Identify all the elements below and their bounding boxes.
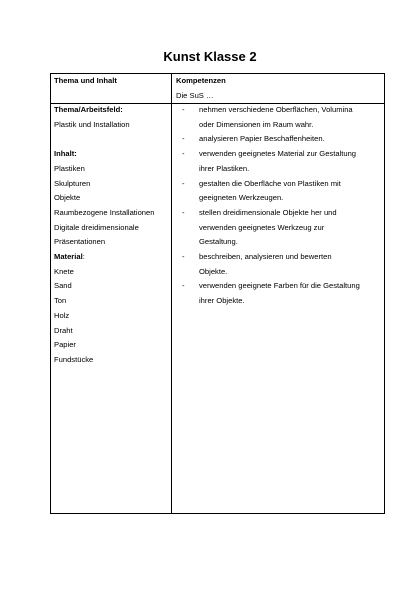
dash-bullet: -: [182, 178, 185, 188]
field-label: Thema/Arbeitsfeld:: [54, 105, 123, 114]
competence-line: stellen dreidimensionale Objekte her und: [199, 207, 337, 217]
competence-line: Objekte.: [199, 266, 228, 276]
material-item: Draht: [54, 325, 73, 335]
competence-item: [179, 250, 384, 279]
material-item: Sand: [54, 281, 72, 291]
page-title: Kunst Klasse 2: [163, 49, 257, 64]
competence-line: verwenden geeignete Farben für die Gestaltung: [199, 281, 360, 291]
material-item: Knete: [54, 266, 74, 276]
competence-item: [179, 279, 384, 308]
competence-item: [179, 147, 384, 176]
dash-bullet: -: [182, 207, 185, 217]
material-item: Holz: [54, 310, 70, 320]
competence-item: [179, 206, 384, 250]
competence-line: nehmen verschiedene Oberflächen, Volumina: [199, 105, 353, 114]
content-item: Plastiken: [54, 163, 85, 173]
competence-line: oder Dimensionen im Raum wahr.: [199, 119, 314, 129]
competence-line: Gestaltung.: [199, 237, 238, 247]
competence-item: [179, 177, 384, 206]
material-colon: :: [82, 252, 85, 262]
material-item: Papier: [54, 340, 76, 350]
competence-item: [179, 132, 384, 147]
header-kompetenzen-title: Kompetenzen: [176, 76, 226, 85]
material-heading: [54, 250, 169, 265]
content-item: Digitale dreidimensionale: [54, 222, 139, 232]
dash-bullet: -: [182, 281, 185, 291]
competence-line: analysieren Papier Beschaffenheiten.: [199, 134, 325, 144]
content-item: Objekte: [54, 193, 81, 203]
competence-line: verwenden geeignetes Werkzeug zur: [199, 222, 325, 232]
competence-line: geeigneten Werkzeugen.: [199, 193, 284, 203]
dash-bullet: -: [182, 105, 185, 114]
competence-line: verwenden geeignetes Material zur Gestaltung: [199, 149, 357, 159]
competence-line: ihrer Objekte.: [199, 296, 245, 306]
material-item: Fundstücke: [54, 354, 94, 364]
spacer: [54, 132, 169, 147]
competence-line: gestalten die Oberfläche von Plastiken mit: [199, 178, 341, 188]
dash-bullet: -: [182, 252, 185, 262]
competence-item: [179, 103, 384, 132]
field-value: Plastik und Installation: [54, 119, 130, 129]
header-thema-und-inhalt: Thema und Inhalt: [54, 76, 117, 85]
dash-bullet: -: [182, 149, 185, 159]
column-divider: [171, 74, 172, 513]
competence-line: beschreiben, analysieren und bewerten: [199, 252, 332, 262]
competence-list: [179, 103, 384, 309]
content-item: Präsentationen: [54, 237, 106, 247]
material-item: Ton: [54, 296, 67, 306]
dash-bullet: -: [182, 134, 185, 144]
competence-line: ihrer Plastiken.: [199, 163, 250, 173]
content-label: Inhalt:: [54, 149, 77, 159]
header-kompetenzen-subtitle: Die SuS …: [176, 90, 214, 100]
thema-inhalt-column: [54, 103, 169, 368]
content-item: Skulpturen: [54, 178, 91, 188]
kompetenzen-column: [179, 103, 384, 309]
header-kompetenzen: [176, 74, 226, 103]
content-item: Raumbezogene Installationen: [54, 207, 155, 217]
material-label: Material: [54, 252, 83, 262]
curriculum-table: [50, 73, 385, 514]
